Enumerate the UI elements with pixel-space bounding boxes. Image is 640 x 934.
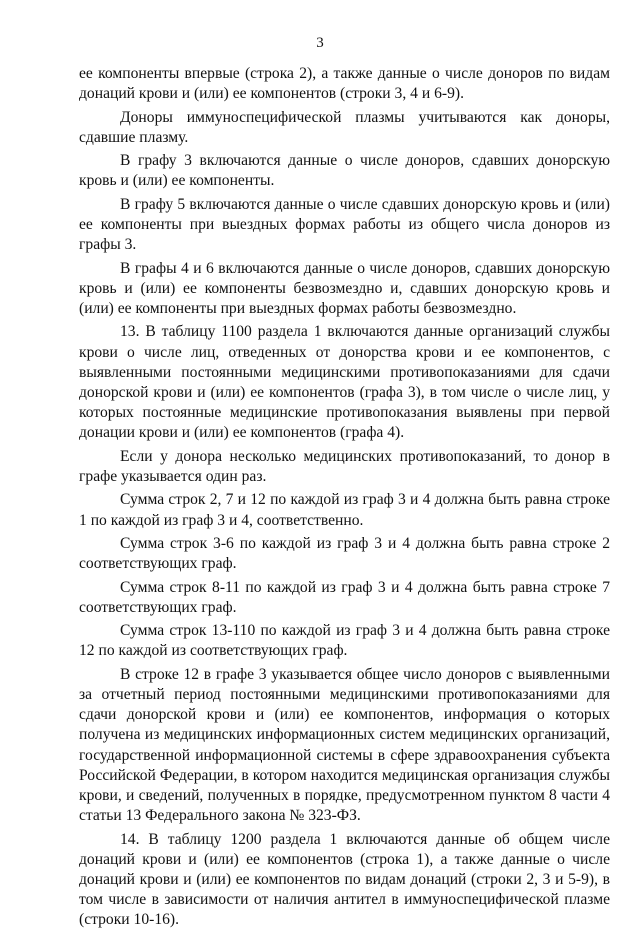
paragraph-multiple-contraindications: Если у донора несколько медицинских противопоказаний, то донор в графе указывается один раз. — [79, 447, 610, 485]
paragraph-sum-rows-2-7-12: Сумма строк 2, 7 и 12 по каждой из граф 3 и 4 должна быть равна строке 1 по каждой из граф 3 и 4, соответственно. — [79, 491, 610, 529]
paragraph-item-14: 14. В таблицу 1200 раздела 1 включаются данные об общем числе донаций крови и (или) ее компонентов (строка 1), а также данные о числе донаций крови и (или) ее компонентов по видам донаций (строки 2, 3 и 5-9), в том числе в зависимости от наличия антител в иммуноспецифической плазме (строки 10-16). — [79, 830, 610, 929]
paragraph-continuation: ее компоненты впервые (строка 2), а также данные о числе доноров по видам донаций крови и (или) ее компонентов (строки 3, 4 и 6-9). — [79, 65, 610, 103]
paragraph-column-5: В графу 5 включаются данные о числе сдавших донорскую кровь и (или) ее компоненты при выездных формах работы из общего числа доноров из графы 3. — [79, 195, 610, 254]
paragraph-sum-rows-13-110: Сумма строк 13-110 по каждой из граф 3 и 4 должна быть равна строке 12 по каждой из соответствующих граф. — [79, 622, 610, 660]
page-number: 3 — [316, 35, 324, 51]
paragraph-immunospecific-plasma: Доноры иммуноспецифической плазмы учитываются как доноры, сдавшие плазму. — [79, 108, 610, 146]
paragraph-row-12: В строке 12 в графе 3 указывается общее число доноров с выявленными за отчетный период постоянными медицинскими противопоказаниями для сдачи донорской крови и (или) ее компонентов, информация о которых получена из медицинских информационных систем медицинских организаций, государственной информационной системы в сфере здравоохранения субъекта Российской Федерации, в котором находится медицинская организация службы крови, и сведений, полученных в порядке, предусмотренном пунктом 8 части 4 статьи 13 Федерального закона № 323-ФЗ. — [79, 665, 610, 825]
paragraph-columns-4-6: В графы 4 и 6 включаются данные о числе доноров, сдавших донорскую кровь и (или) ее компоненты безвозмездно и, сдавших донорскую кровь и (или) ее компоненты при выездных формах работы безвозмездно. — [79, 259, 610, 317]
paragraph-column-3: В графу 3 включаются данные о числе доноров, сдавших донорскую кровь и (или) ее компоненты. — [79, 152, 610, 190]
paragraph-item-13: 13. В таблицу 1100 раздела 1 включаются данные организаций службы крови о числе лиц, отведенных от донорства крови и ее компонентов, с выявленными постоянными медицинскими противопоказаниями для сдачи донорской крови и (или) ее компонентов (графа 3), в том числе о числе лиц, у которых постоянные медицинские противопоказания выявлены при первой донации крови и (или) ее компонентов (графа 4). — [79, 323, 610, 442]
paragraph-sum-rows-8-11: Сумма строк 8-11 по каждой из граф 3 и 4 должна быть равна строке 7 соответствующих граф. — [79, 578, 610, 616]
paragraph-sum-rows-3-6: Сумма строк 3-6 по каждой из граф 3 и 4 должна быть равна строке 2 соответствующих граф. — [79, 534, 610, 573]
document-body — [79, 64, 610, 934]
